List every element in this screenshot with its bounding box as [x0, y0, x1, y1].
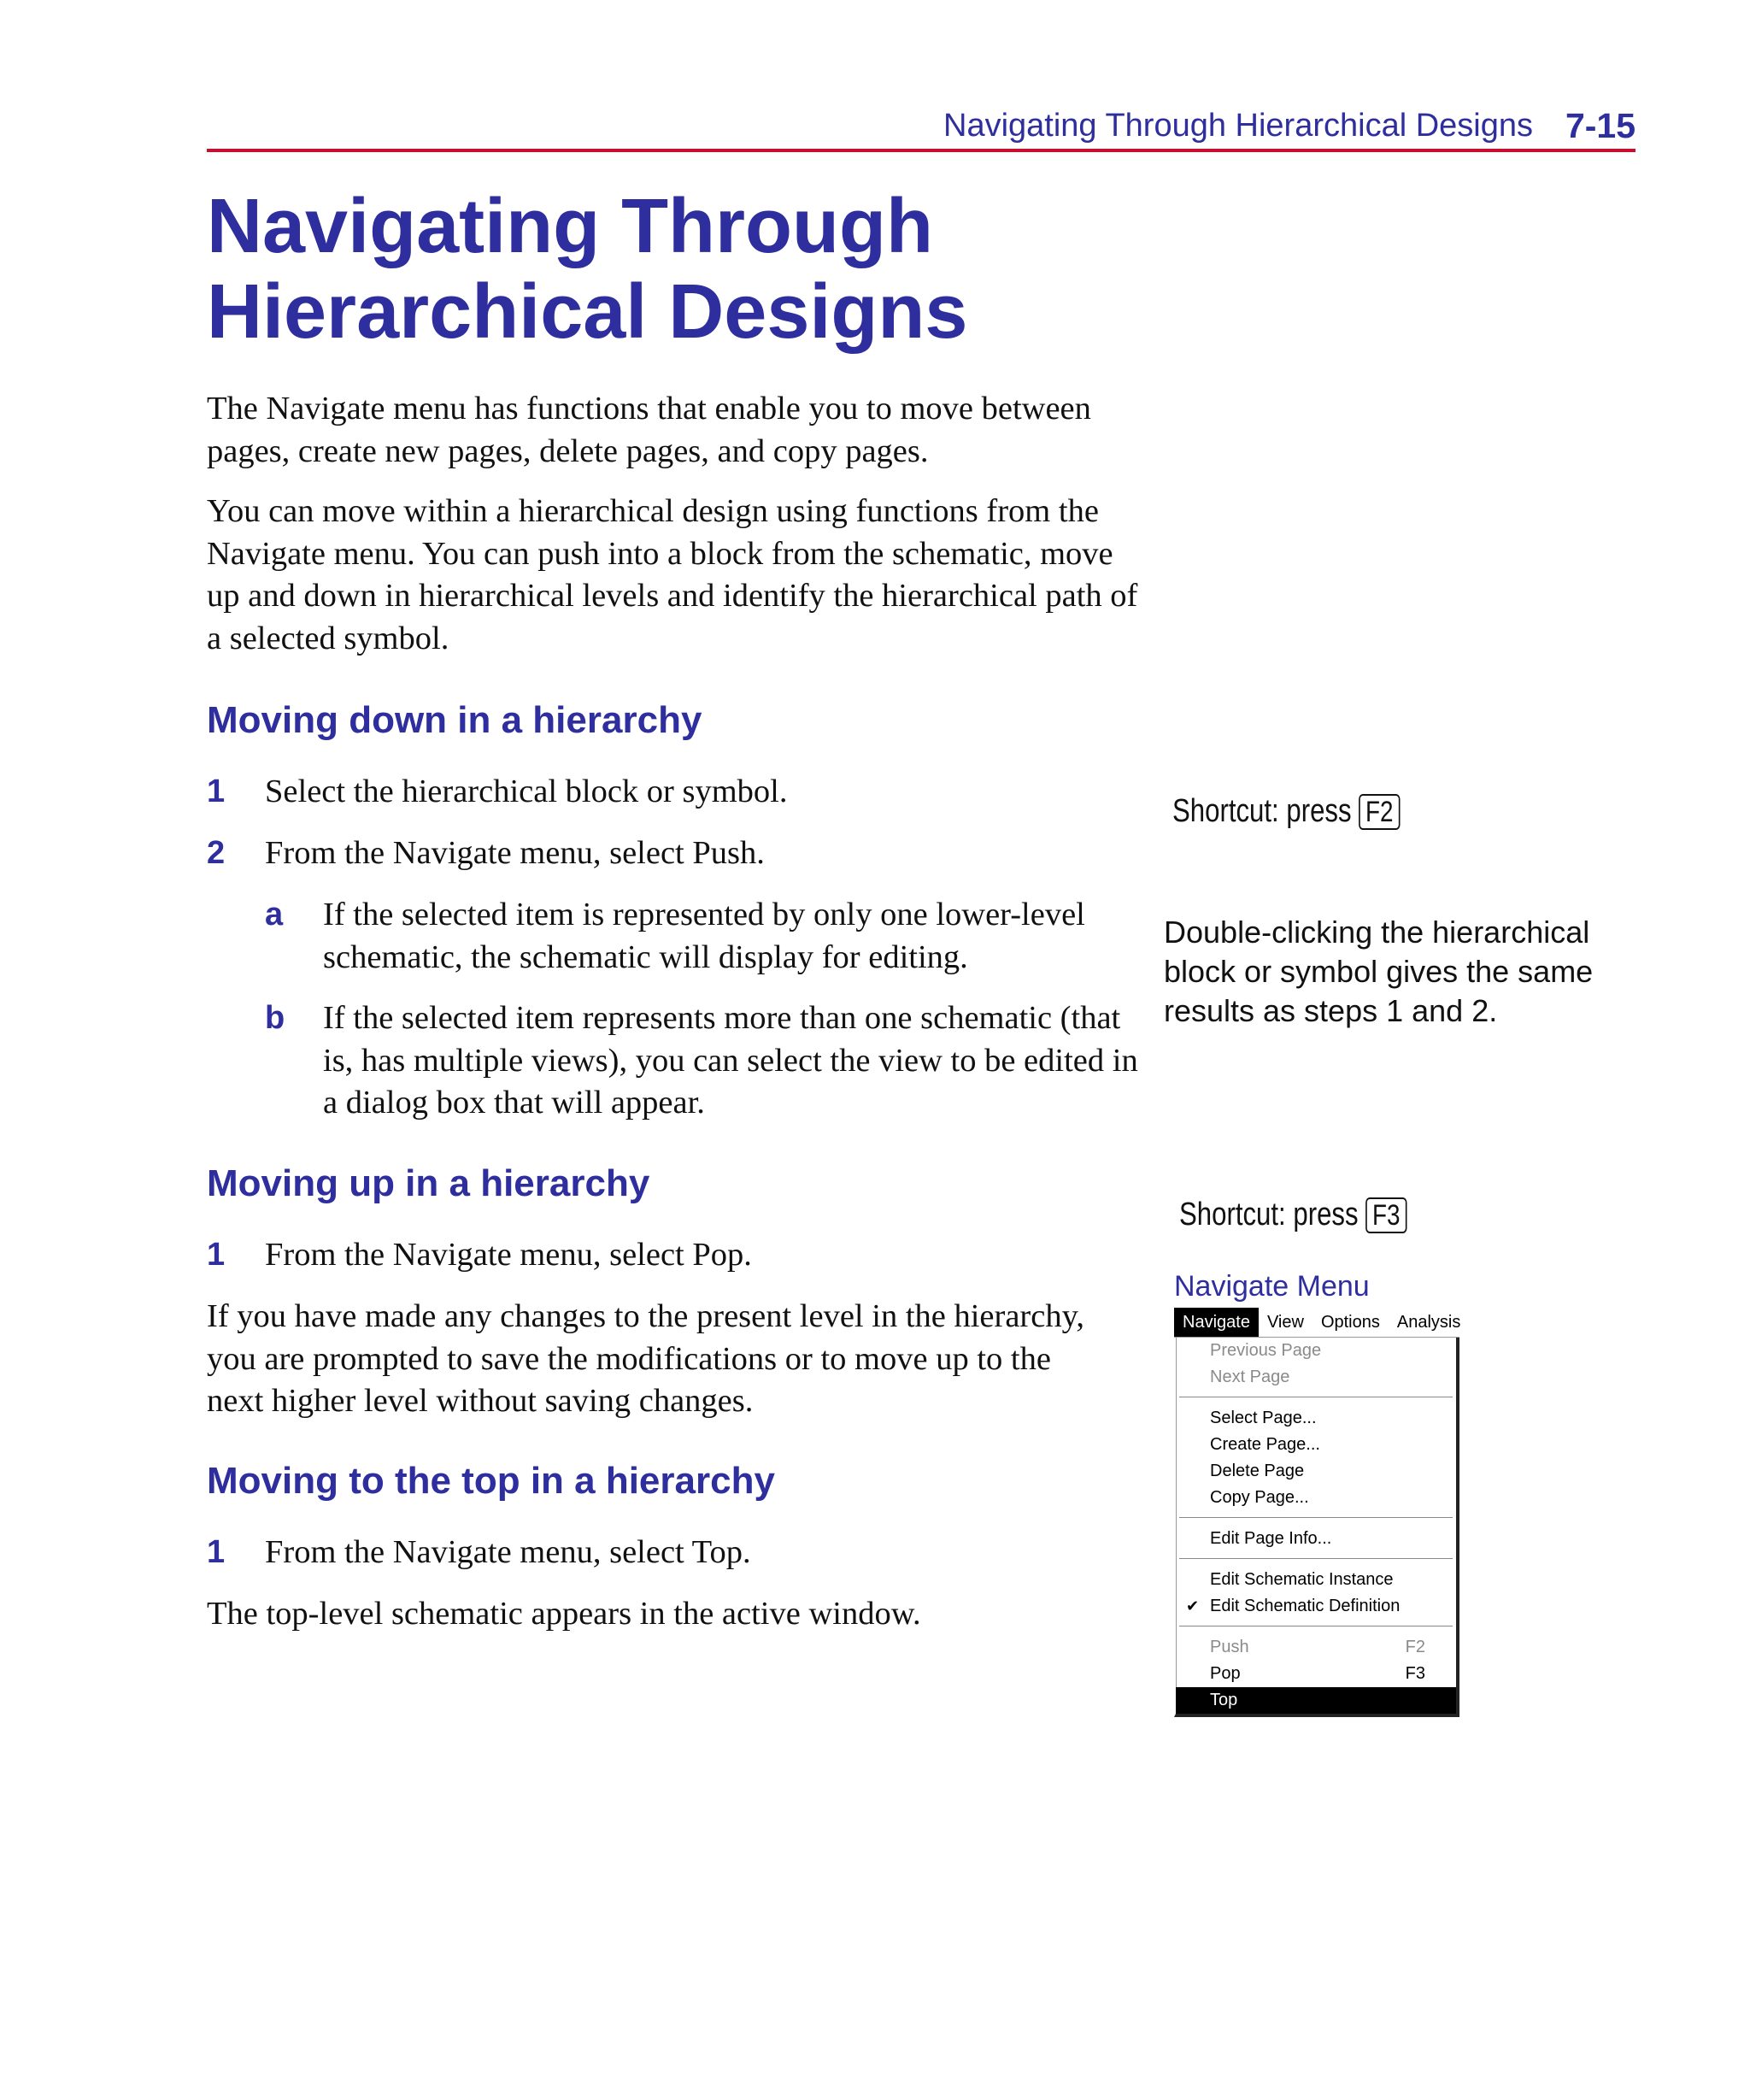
step-number: 1: [207, 774, 226, 809]
menu-item-edit-page-info[interactable]: Edit Page Info...: [1210, 1529, 1332, 1548]
menu-item-top[interactable]: Top: [1176, 1687, 1456, 1714]
page-title-line-2: Hierarchical Designs: [207, 269, 968, 355]
shortcut-pop: [1179, 1197, 1407, 1233]
menu-item-edit-schematic-definition[interactable]: [1176, 1593, 1456, 1620]
checkmark-icon: ✔: [1186, 1597, 1200, 1615]
substep-text: If the selected item is represented by only one lower-level schematic, the schematic will display for editing.: [323, 897, 1085, 975]
header-title: Navigating Through Hierarchical Designs: [943, 108, 1533, 144]
menu-item-edit-schematic-instance[interactable]: Edit Schematic Instance: [1210, 1570, 1394, 1589]
step-number: 1: [207, 1237, 226, 1273]
menu-item-label: Edit Schematic Definition: [1210, 1597, 1401, 1615]
menu-item-label: Pop: [1210, 1664, 1241, 1683]
step-text: From the Navigate menu, select Push.: [265, 835, 765, 871]
menu-item-next-page[interactable]: Next Page: [1210, 1368, 1290, 1386]
menubar-options[interactable]: Options: [1320, 1313, 1380, 1332]
navigate-dropdown: [1174, 1338, 1459, 1717]
intro-paragraph-2: You can move within a hierarchical design using functions from the Navigate menu. You can push into a block from the schematic, move up and down in hierarchical levels and identify the hierarchical path of a selected symbol.: [207, 493, 1138, 656]
step-number: 2: [207, 835, 226, 871]
menu-separator: [1179, 1558, 1453, 1560]
margin-note: Double-clicking the hierarchical block or symbol gives the same results as steps 1 and 2.: [1164, 915, 1594, 1028]
menu-bar: [1174, 1308, 1459, 1338]
menu-item-push[interactable]: [1176, 1634, 1456, 1661]
substep-text: If the selected item represents more than one schematic (that is, has multiple views), you can select the view to be edited in a dialog box that will appear.: [323, 1000, 1138, 1121]
menu-separator: [1179, 1517, 1453, 1519]
section-heading-moving-up: Moving up in a hierarchy: [207, 1162, 650, 1204]
menu-item-shortcut: F3: [1405, 1664, 1425, 1683]
step-text: Select the hierarchical block or symbol.: [265, 774, 788, 809]
page-title-line-1: Navigating Through: [207, 184, 933, 269]
menubar-navigate[interactable]: Navigate: [1174, 1308, 1259, 1337]
shortcut-label: Shortcut: press: [1179, 1197, 1359, 1232]
shortcut-push: [1172, 793, 1401, 830]
section-heading-moving-down: Moving down in a hierarchy: [207, 699, 702, 741]
menubar-analysis[interactable]: Analysis: [1396, 1313, 1461, 1332]
section-heading-moving-top: Moving to the top in a hierarchy: [207, 1460, 775, 1502]
running-header: [207, 106, 1635, 152]
menu-item-create-page[interactable]: Create Page...: [1210, 1435, 1320, 1454]
menubar-view[interactable]: View: [1266, 1313, 1304, 1332]
substep-letter: b: [265, 1000, 285, 1036]
navigate-menu: [1174, 1308, 1459, 1717]
menu-item-previous-page[interactable]: Previous Page: [1210, 1341, 1322, 1360]
f3-key: F3: [1365, 1197, 1407, 1233]
step-text: From the Navigate menu, select Top.: [265, 1534, 751, 1570]
step-text: From the Navigate menu, select Pop.: [265, 1237, 752, 1273]
page-number: 7-15: [1565, 106, 1635, 145]
up-followup-paragraph: If you have made any changes to the present level in the hierarchy, you are prompted to save the modifications or to move up to the next higher level without saving changes.: [207, 1298, 1084, 1419]
f2-key: F2: [1359, 794, 1401, 830]
menu-item-shortcut: F2: [1405, 1638, 1425, 1656]
menu-separator: [1179, 1397, 1453, 1398]
menu-item-select-page[interactable]: Select Page...: [1210, 1409, 1317, 1427]
top-followup-paragraph: The top-level schematic appears in the active window.: [207, 1596, 921, 1632]
menu-item-pop[interactable]: [1176, 1661, 1456, 1687]
step-number: 1: [207, 1534, 226, 1570]
menu-item-delete-page[interactable]: Delete Page: [1210, 1462, 1305, 1480]
page-title: [207, 184, 1061, 355]
menu-separator: [1179, 1626, 1453, 1627]
menu-item-copy-page[interactable]: Copy Page...: [1210, 1488, 1309, 1507]
shortcut-label: Shortcut: press: [1172, 793, 1352, 829]
menu-caption: Navigate Menu: [1174, 1270, 1370, 1303]
menu-item-label: Push: [1210, 1638, 1249, 1656]
substep-letter: a: [265, 897, 284, 932]
intro-paragraph-1: The Navigate menu has functions that enable you to move between pages, create new pages, delete pages, and copy pages.: [207, 391, 1091, 469]
